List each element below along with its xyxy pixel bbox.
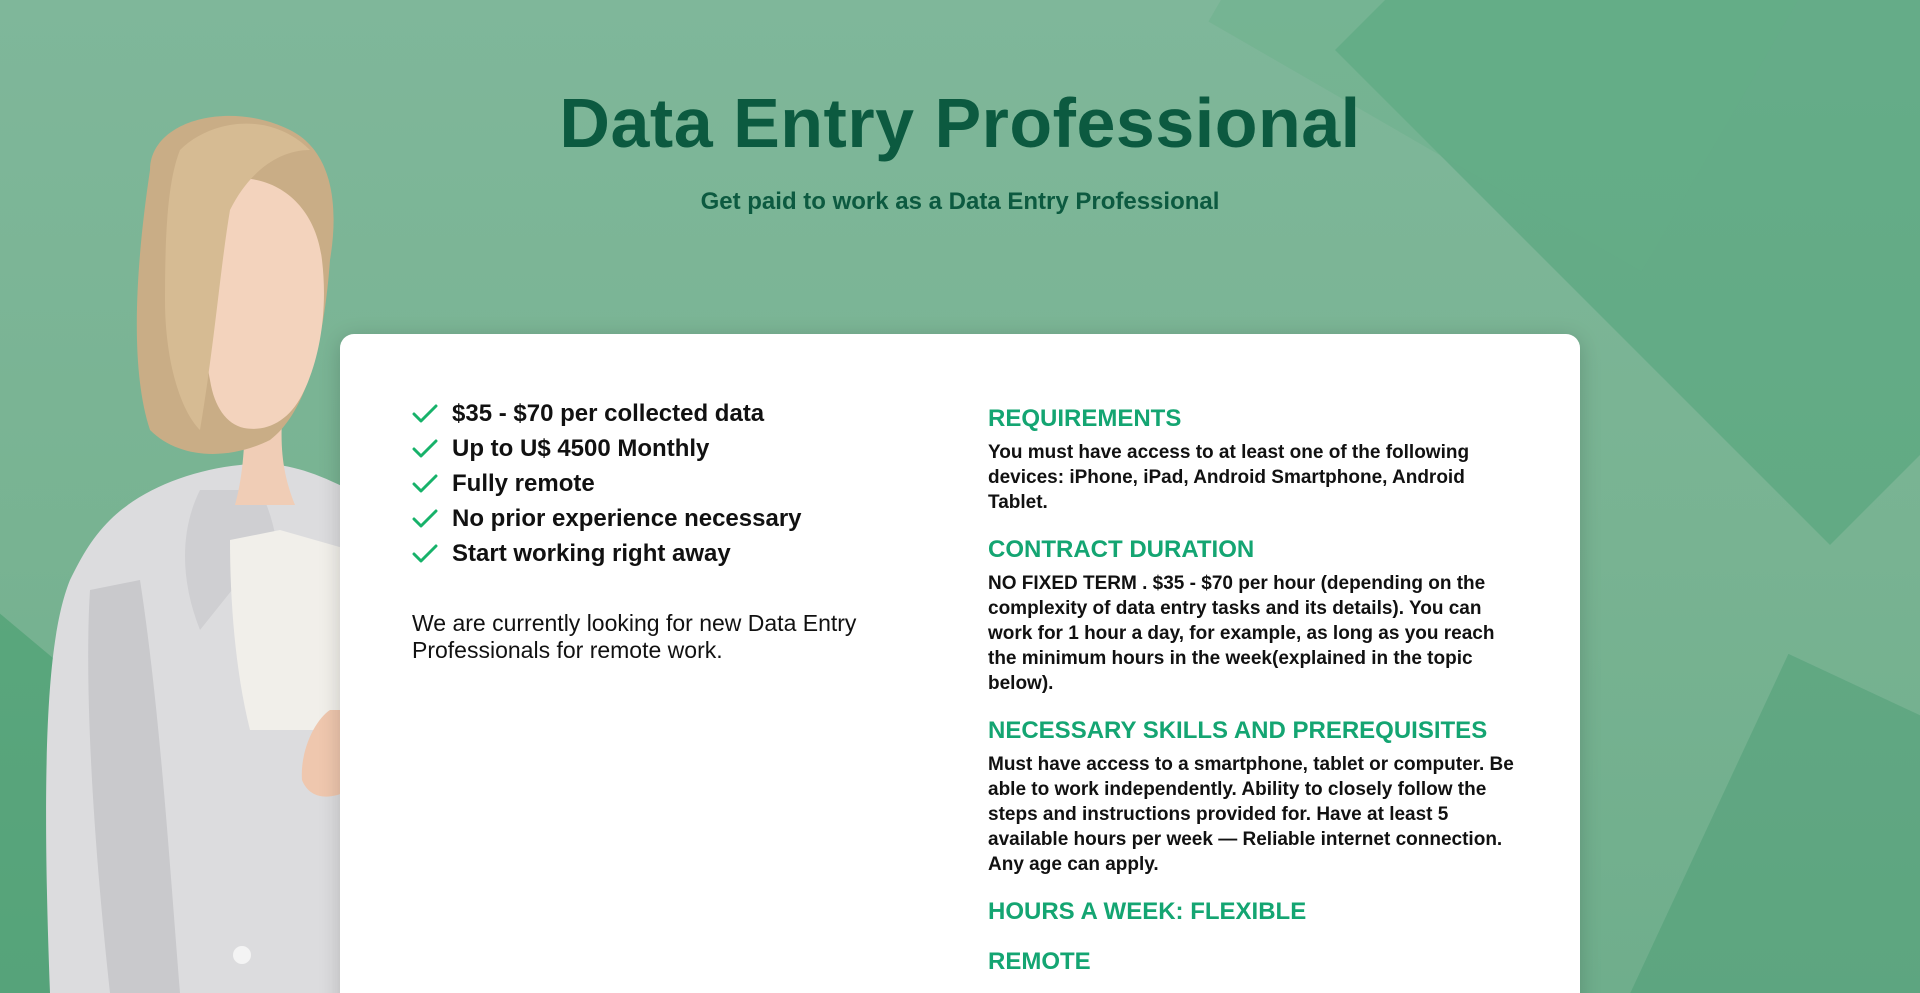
section-heading-contract-duration: CONTRACT DURATION	[988, 536, 1255, 563]
section-heading-hours: HOURS A WEEK: FLEXIBLE	[988, 898, 1307, 925]
section-spacer	[988, 927, 1518, 947]
feature-item	[412, 431, 802, 466]
feature-label: Fully remote	[452, 469, 595, 497]
background-shape	[1611, 654, 1920, 993]
page-title: Data Entry Professional	[559, 84, 1361, 162]
check-icon	[412, 543, 438, 565]
feature-list	[412, 396, 802, 571]
feature-label: $35 - $70 per collected data	[452, 399, 765, 427]
feature-item	[412, 501, 802, 536]
check-icon	[412, 403, 438, 425]
section-heading-requirements: REQUIREMENTS	[988, 405, 1182, 432]
page-subtitle: Get paid to work as a Data Entry Professional	[700, 188, 1220, 215]
job-details-card	[340, 334, 1580, 993]
feature-item	[412, 466, 802, 501]
feature-item	[412, 536, 802, 571]
section-heading-skills: NECESSARY SKILLS AND PREREQUISITES	[988, 717, 1488, 744]
section-heading-remote: REMOTE	[988, 948, 1091, 975]
check-icon	[412, 473, 438, 495]
section-body-skills: Must have access to a smartphone, tablet or computer. Be able to work independently. Ability to closely follow the steps and instructions provided for. Have at least 5 available hours per week — Reliable internet connection. Any age can apply.	[988, 754, 1514, 875]
section-body-contract-duration: NO FIXED TERM . $35 - $70 per hour (depending on the complexity of data entry tasks and its details). You can work for 1 hour a day, for example, as long as you reach the minimum hours in the week(explained in the topic below).	[988, 573, 1495, 694]
check-icon	[412, 438, 438, 460]
feature-label: Up to U$ 4500 Monthly	[452, 434, 710, 462]
job-details	[988, 404, 1518, 977]
feature-label: Start working right away	[452, 539, 731, 567]
feature-label: No prior experience necessary	[452, 504, 802, 532]
intro-text: We are currently looking for new Data Entry Professionals for remote work.	[412, 610, 857, 663]
section-body-requirements: You must have access to at least one of the following devices: iPhone, iPad, Android Smartphone, Android Tablet.	[988, 442, 1470, 513]
feature-item	[412, 396, 802, 431]
check-icon	[412, 508, 438, 530]
woman-photo	[30, 110, 350, 993]
